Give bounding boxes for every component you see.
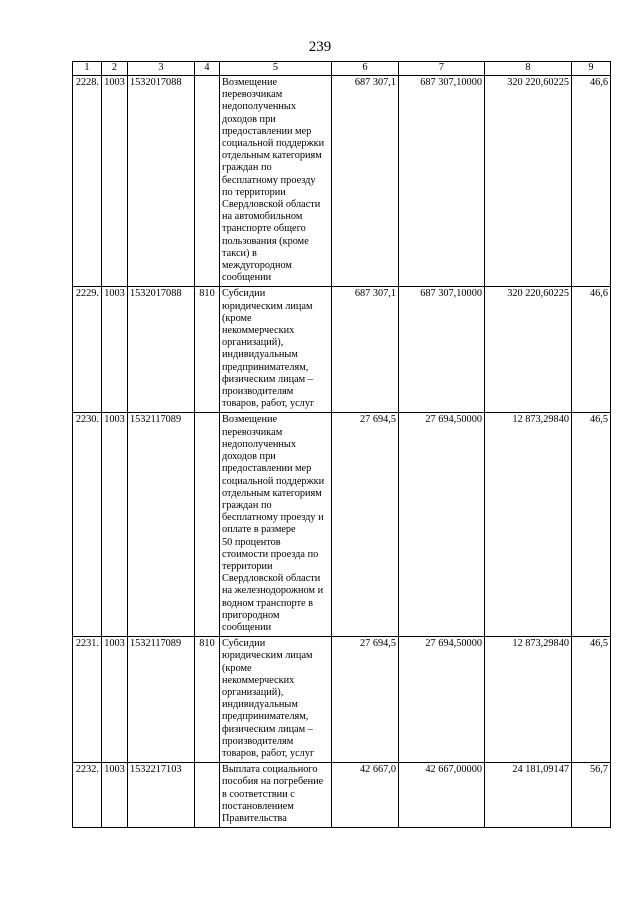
column-header-1: 1 [73,62,102,76]
column-header-6: 6 [332,62,399,76]
table-row [73,287,611,413]
column-header-3: 3 [128,62,195,76]
section-code-cell: 1003 [102,637,128,763]
section-code-cell: 1003 [102,76,128,287]
row-number-cell: 2230. [73,413,102,637]
row-number-cell: 2231. [73,637,102,763]
target-item-cell: 1532017088 [128,287,195,413]
expense-type-cell: 810 [195,637,220,763]
executed-amount-cell: 320 220,60225 [485,287,572,413]
expense-type-cell: 810 [195,287,220,413]
target-item-cell: 1532017088 [128,76,195,287]
table-row [73,637,611,763]
section-code-cell: 1003 [102,763,128,828]
item-name-cell: Выплата социального пособия на погребение в соответствии с постановлением Правительства [220,763,332,828]
section-code-cell: 1003 [102,413,128,637]
planned-amount-cell: 27 694,50000 [399,413,485,637]
approved-amount-cell: 42 667,0 [332,763,399,828]
item-name-cell: Субсидии юридическим лицам (кроме некоммерческих организаций), индивидуальным предпринимателям, физическим лицам – производителям товаров, работ, услуг [220,637,332,763]
approved-amount-cell: 687 307,1 [332,76,399,287]
table-row [73,76,611,287]
target-item-cell: 1532217103 [128,763,195,828]
table-body [73,76,611,828]
target-item-cell: 1532117089 [128,413,195,637]
column-header-4: 4 [195,62,220,76]
column-header-5: 5 [220,62,332,76]
approved-amount-cell: 27 694,5 [332,637,399,763]
column-header-9: 9 [572,62,611,76]
expense-type-cell [195,76,220,287]
table-row [73,413,611,637]
approved-amount-cell: 27 694,5 [332,413,399,637]
budget-table [72,61,611,828]
expense-type-cell [195,763,220,828]
table-row [73,763,611,828]
planned-amount-cell: 687 307,10000 [399,76,485,287]
execution-percent-cell: 46,5 [572,637,611,763]
header-row [73,62,611,76]
planned-amount-cell: 42 667,00000 [399,763,485,828]
row-number-cell: 2229. [73,287,102,413]
row-number-cell: 2232. [73,763,102,828]
execution-percent-cell: 46,6 [572,76,611,287]
page-number: 239 [308,39,332,55]
executed-amount-cell: 320 220,60225 [485,76,572,287]
target-item-cell: 1532117089 [128,637,195,763]
planned-amount-cell: 687 307,10000 [399,287,485,413]
row-number-cell: 2228. [73,76,102,287]
section-code-cell: 1003 [102,287,128,413]
column-header-8: 8 [485,62,572,76]
column-header-2: 2 [102,62,128,76]
item-name-cell: Возмещение перевозчикам недополученных доходов при предоставлении мер социальной поддержки отдельным категориям граждан по бесплатному проезду и оплате в размере 50 процентов стоимости проезда по территории Свердловской области на железнодорожном и водном транспорте в пригородном сообщении [220,413,332,637]
execution-percent-cell: 56,7 [572,763,611,828]
execution-percent-cell: 46,6 [572,287,611,413]
item-name-cell: Возмещение перевозчикам недополученных доходов при предоставлении мер социальной поддержки отдельным категориям граждан по бесплатному проезду по территории Свердловской области на автомобильном транспорте общего пользования (кроме такси) в междугородном сообщении [220,76,332,287]
approved-amount-cell: 687 307,1 [332,287,399,413]
column-header-7: 7 [399,62,485,76]
planned-amount-cell: 27 694,50000 [399,637,485,763]
execution-percent-cell: 46,5 [572,413,611,637]
expense-type-cell [195,413,220,637]
executed-amount-cell: 12 873,29840 [485,637,572,763]
item-name-cell: Субсидии юридическим лицам (кроме некоммерческих организаций), индивидуальным предпринимателям, физическим лицам – производителям товаров, работ, услуг [220,287,332,413]
executed-amount-cell: 24 181,09147 [485,763,572,828]
executed-amount-cell: 12 873,29840 [485,413,572,637]
